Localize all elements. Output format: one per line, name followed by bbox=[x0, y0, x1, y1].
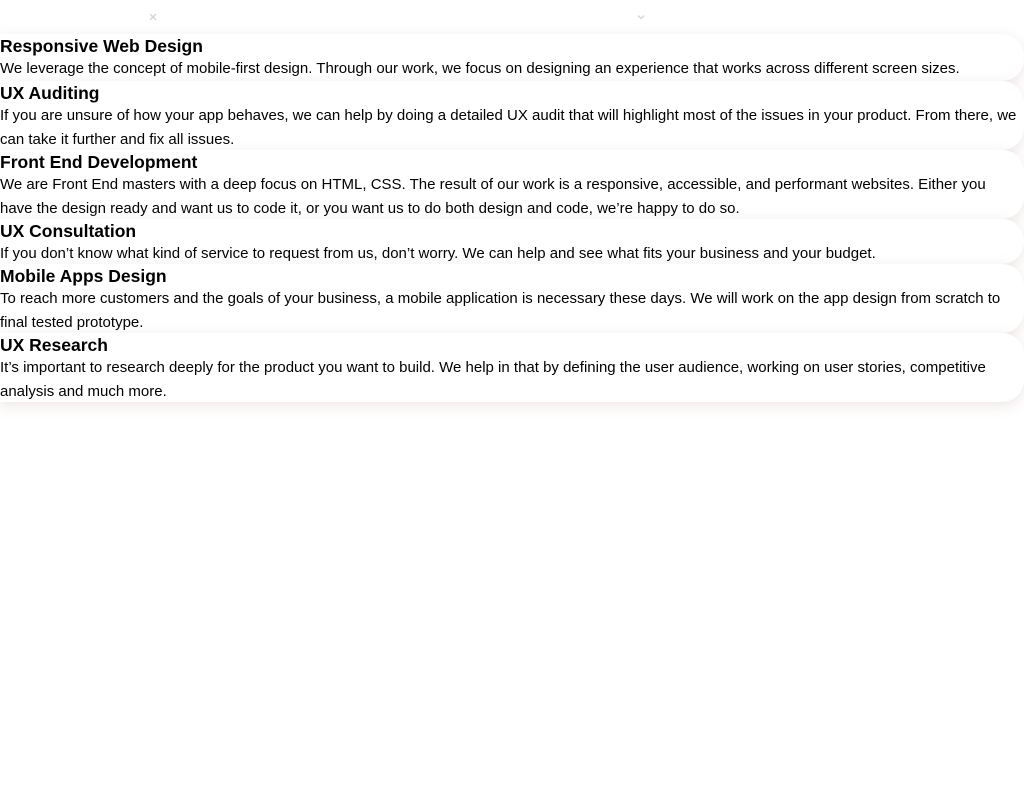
service-card-ux-auditing bbox=[0, 81, 1024, 150]
service-card-responsive-web-design bbox=[0, 34, 1024, 81]
service-card-mobile-apps-design bbox=[0, 264, 1024, 333]
top-strip bbox=[0, 0, 1024, 34]
service-description: To reach more customers and the goals of your business, a mobile application is necessary these days. We will work on the app design from scratch to final tested prototype. bbox=[0, 290, 1001, 331]
service-card-front-end-development bbox=[0, 150, 1024, 219]
service-title: Mobile Apps Design bbox=[0, 266, 167, 286]
service-title: UX Research bbox=[0, 335, 108, 355]
service-description: If you are unsure of how your app behaves, we can help by doing a detailed UX audit that will highlight most of the issues in your product. From there, we can take it further and fix all issues. bbox=[0, 107, 1017, 148]
chevron-down-icon bbox=[636, 12, 646, 22]
service-title: Responsive Web Design bbox=[0, 36, 203, 56]
service-description: We are Front End masters with a deep focus on HTML, CSS. The result of our work is a responsive, accessible, and performant websites. Either you have the design ready and want us to code it, or you want us to do both design and code, we’re happy to do so. bbox=[0, 176, 986, 217]
service-description: We leverage the concept of mobile-first design. Through our work, we focus on designing an experience that works across different screen sizes. bbox=[0, 60, 960, 77]
service-description: It’s important to research deeply for the product you want to build. We help in that by defining the user audience, working on user stories, competitive analysis and much more. bbox=[0, 359, 986, 400]
service-description: If you don’t know what kind of service to request from us, don’t worry. We can help and see what fits your business and your budget. bbox=[0, 245, 876, 262]
services-list bbox=[0, 34, 1024, 402]
service-title: UX Auditing bbox=[0, 83, 100, 103]
x-icon bbox=[148, 12, 158, 22]
service-title: UX Consultation bbox=[0, 221, 137, 241]
service-title: Front End Development bbox=[0, 152, 198, 172]
service-card-ux-research bbox=[0, 333, 1024, 402]
service-card-ux-consultation bbox=[0, 219, 1024, 264]
